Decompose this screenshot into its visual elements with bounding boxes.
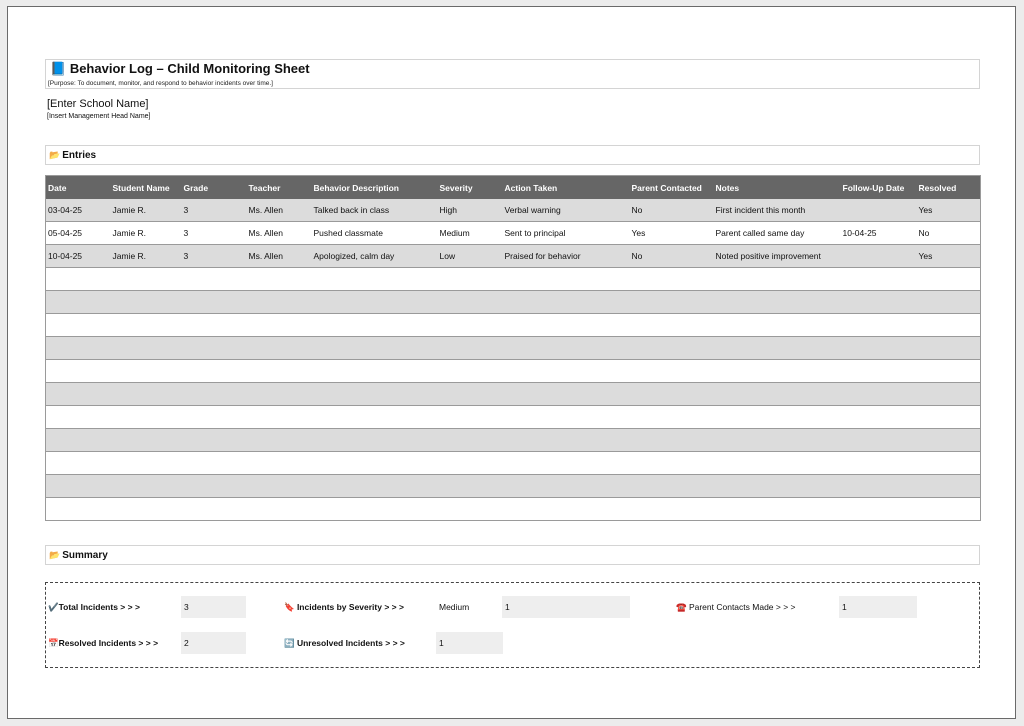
table-cell[interactable] [714, 475, 841, 498]
table-cell[interactable] [714, 429, 841, 452]
table-cell[interactable]: Yes [630, 222, 714, 245]
table-cell[interactable] [438, 475, 503, 498]
table-cell[interactable]: Low [438, 245, 503, 268]
table-cell[interactable] [917, 429, 981, 452]
column-header: Student Name [111, 176, 182, 200]
entries-section-header [45, 145, 980, 165]
table-cell[interactable] [630, 268, 714, 291]
table-cell[interactable]: Pushed classmate [312, 222, 438, 245]
empty-table-row [46, 475, 981, 498]
folder-icon: 📂 [49, 150, 61, 160]
table-cell[interactable] [46, 475, 111, 498]
table-cell[interactable] [841, 268, 917, 291]
resolved-incidents-label: 📅Resolved Incidents > > > [48, 638, 159, 648]
table-cell[interactable] [917, 498, 981, 521]
table-cell[interactable]: Ms. Allen [247, 199, 312, 222]
table-cell[interactable] [46, 406, 111, 429]
table-cell[interactable] [630, 360, 714, 383]
table-cell[interactable] [247, 337, 312, 360]
table-cell[interactable] [182, 498, 247, 521]
column-header: Resolved [917, 176, 981, 200]
column-header: Follow-Up Date [841, 176, 917, 200]
table-cell[interactable] [714, 498, 841, 521]
table-cell[interactable] [841, 498, 917, 521]
table-cell[interactable] [111, 314, 182, 337]
empty-table-row [46, 429, 981, 452]
column-header: Parent Contacted [630, 176, 714, 200]
table-cell[interactable]: 10-04-25 [46, 245, 111, 268]
empty-table-row [46, 452, 981, 475]
table-cell[interactable] [714, 360, 841, 383]
empty-table-row [46, 291, 981, 314]
table-cell[interactable] [111, 360, 182, 383]
table-cell[interactable] [247, 383, 312, 406]
table-cell[interactable] [714, 383, 841, 406]
table-cell[interactable] [312, 268, 438, 291]
table-cell[interactable] [312, 475, 438, 498]
column-header: Teacher [247, 176, 312, 200]
table-cell[interactable]: Verbal warning [503, 199, 630, 222]
empty-table-row [46, 314, 981, 337]
table-cell[interactable] [438, 383, 503, 406]
book-icon: 📘 [50, 61, 67, 76]
table-cell[interactable]: Noted positive improvement [714, 245, 841, 268]
behavior-log-table [45, 175, 981, 521]
summary-box [45, 582, 980, 668]
table-cell[interactable] [503, 291, 630, 314]
table-cell[interactable] [312, 429, 438, 452]
table-cell[interactable]: First incident this month [714, 199, 841, 222]
table-cell[interactable] [503, 406, 630, 429]
table-cell[interactable] [312, 452, 438, 475]
table-cell[interactable] [46, 383, 111, 406]
table-cell[interactable] [841, 452, 917, 475]
table-cell[interactable]: Ms. Allen [247, 245, 312, 268]
empty-table-row [46, 360, 981, 383]
table-cell[interactable] [841, 429, 917, 452]
table-cell[interactable] [841, 475, 917, 498]
worksheet-page [7, 6, 1016, 719]
table-cell[interactable] [503, 268, 630, 291]
table-cell[interactable] [111, 268, 182, 291]
table-cell[interactable] [714, 406, 841, 429]
table-cell[interactable] [247, 406, 312, 429]
table-cell[interactable] [312, 360, 438, 383]
parent-contacts-value[interactable]: 1 [839, 596, 917, 618]
table-cell[interactable] [182, 314, 247, 337]
table-cell[interactable] [438, 429, 503, 452]
table-cell[interactable]: Ms. Allen [247, 222, 312, 245]
table-cell[interactable] [247, 291, 312, 314]
table-header-row [46, 176, 981, 200]
management-head-field[interactable]: [Insert Management Head Name] [47, 113, 151, 120]
title-box [45, 59, 980, 89]
table-cell[interactable] [841, 199, 917, 222]
empty-table-row [46, 498, 981, 521]
table-cell[interactable] [841, 337, 917, 360]
table-cell[interactable]: 10-04-25 [841, 222, 917, 245]
incidents-by-severity-label: 🔖 Incidents by Severity > > > [284, 602, 404, 612]
table-cell[interactable]: 3 [182, 222, 247, 245]
table-cell[interactable] [182, 383, 247, 406]
empty-table-row [46, 337, 981, 360]
table-cell[interactable] [714, 291, 841, 314]
table-cell[interactable] [917, 475, 981, 498]
table-cell[interactable] [182, 452, 247, 475]
table-cell[interactable] [46, 360, 111, 383]
column-header: Date [46, 176, 111, 200]
table-cell[interactable]: Parent called same day [714, 222, 841, 245]
table-cell[interactable] [438, 291, 503, 314]
table-cell[interactable] [247, 452, 312, 475]
table-cell[interactable]: Praised for behavior [503, 245, 630, 268]
table-cell[interactable]: Jamie R. [111, 199, 182, 222]
unresolved-incidents-label: 🔄 Unresolved Incidents > > > [284, 638, 405, 648]
table-cell[interactable] [46, 429, 111, 452]
table-cell[interactable] [917, 406, 981, 429]
empty-table-row [46, 406, 981, 429]
table-cell[interactable] [714, 452, 841, 475]
table-cell[interactable] [917, 291, 981, 314]
empty-table-row [46, 383, 981, 406]
table-cell[interactable] [111, 383, 182, 406]
column-header: Behavior Description [312, 176, 438, 200]
table-cell[interactable] [841, 406, 917, 429]
table-cell[interactable] [247, 360, 312, 383]
table-cell[interactable] [312, 406, 438, 429]
table-row [46, 245, 981, 268]
table-cell[interactable] [247, 268, 312, 291]
table-cell[interactable] [111, 475, 182, 498]
table-cell[interactable] [312, 314, 438, 337]
table-cell[interactable] [438, 498, 503, 521]
sheet-title [50, 61, 310, 77]
purpose-text: [Purpose: To document, monitor, and respond to behavior incidents over time.] [48, 80, 273, 87]
table-cell[interactable] [247, 429, 312, 452]
severity-count-value[interactable]: 1 [502, 596, 630, 618]
table-cell[interactable] [312, 383, 438, 406]
table-cell[interactable] [503, 452, 630, 475]
table-cell[interactable] [46, 314, 111, 337]
unresolved-incidents-value[interactable]: 1 [436, 632, 503, 654]
table-cell[interactable] [630, 383, 714, 406]
table-cell[interactable] [917, 360, 981, 383]
table-cell[interactable] [438, 268, 503, 291]
table-cell[interactable] [312, 498, 438, 521]
table-cell[interactable] [917, 337, 981, 360]
table-body [46, 199, 981, 521]
table-cell[interactable] [917, 314, 981, 337]
school-name-field[interactable]: [Enter School Name] [47, 98, 149, 110]
table-cell[interactable] [438, 314, 503, 337]
table-cell[interactable] [630, 498, 714, 521]
folder-icon: 📂 [49, 550, 61, 560]
table-cell[interactable] [841, 291, 917, 314]
table-cell[interactable] [182, 475, 247, 498]
total-incidents-label: ✔️Total Incidents > > > [48, 602, 140, 612]
table-cell[interactable] [917, 452, 981, 475]
table-cell[interactable] [438, 337, 503, 360]
table-cell[interactable] [46, 498, 111, 521]
table-cell[interactable]: 3 [182, 199, 247, 222]
table-cell[interactable] [182, 337, 247, 360]
table-cell[interactable] [841, 383, 917, 406]
table-cell[interactable] [841, 314, 917, 337]
table-cell[interactable] [503, 337, 630, 360]
table-cell[interactable]: No [917, 222, 981, 245]
table-cell[interactable] [182, 268, 247, 291]
table-cell[interactable] [630, 429, 714, 452]
summary-section-header [45, 545, 980, 565]
table-cell[interactable]: Medium [438, 222, 503, 245]
total-incidents-value[interactable]: 3 [181, 596, 246, 618]
table-cell[interactable]: 03-04-25 [46, 199, 111, 222]
table-cell[interactable]: Jamie R. [111, 222, 182, 245]
table-cell[interactable] [247, 314, 312, 337]
table-cell[interactable] [714, 268, 841, 291]
column-header: Grade [182, 176, 247, 200]
table-cell[interactable]: 3 [182, 245, 247, 268]
table-cell[interactable] [247, 475, 312, 498]
table-cell[interactable] [182, 360, 247, 383]
table-cell[interactable] [630, 314, 714, 337]
table-cell[interactable] [841, 360, 917, 383]
table-cell[interactable] [111, 452, 182, 475]
table-cell[interactable]: High [438, 199, 503, 222]
table-cell[interactable] [630, 406, 714, 429]
table-cell[interactable] [841, 245, 917, 268]
table-row [46, 222, 981, 245]
resolved-incidents-value[interactable]: 2 [181, 632, 246, 654]
table-cell[interactable]: No [630, 199, 714, 222]
table-row [46, 199, 981, 222]
table-cell[interactable] [917, 268, 981, 291]
table-cell[interactable] [438, 360, 503, 383]
table-cell[interactable] [438, 406, 503, 429]
table-cell[interactable]: 05-04-25 [46, 222, 111, 245]
table-cell[interactable]: Yes [917, 245, 981, 268]
table-cell[interactable] [503, 429, 630, 452]
table-cell[interactable] [630, 452, 714, 475]
table-cell[interactable]: Apologized, calm day [312, 245, 438, 268]
table-cell[interactable] [630, 291, 714, 314]
table-cell[interactable] [111, 337, 182, 360]
table-cell[interactable] [714, 337, 841, 360]
table-cell[interactable] [630, 337, 714, 360]
table-cell[interactable] [111, 291, 182, 314]
table-cell[interactable] [503, 360, 630, 383]
table-cell[interactable]: Talked back in class [312, 199, 438, 222]
table-cell[interactable]: Sent to principal [503, 222, 630, 245]
table-cell[interactable] [438, 452, 503, 475]
severity-level: Medium [439, 602, 470, 612]
table-cell[interactable] [630, 475, 714, 498]
table-cell[interactable] [182, 429, 247, 452]
table-cell[interactable] [312, 337, 438, 360]
summary-label: Summary [62, 550, 108, 561]
sheet-title-text: Behavior Log – Child Monitoring Sheet [69, 61, 310, 76]
column-header: Action Taken [503, 176, 630, 200]
table-cell[interactable] [917, 383, 981, 406]
table-cell[interactable] [503, 383, 630, 406]
entries-label: Entries [62, 150, 97, 161]
parent-contacts-label: ☎️ Parent Contacts Made > > > [676, 602, 796, 612]
table-cell[interactable]: Jamie R. [111, 245, 182, 268]
column-header: Notes [714, 176, 841, 200]
table-cell[interactable] [503, 475, 630, 498]
table-cell[interactable] [111, 406, 182, 429]
table-cell[interactable] [111, 498, 182, 521]
table-cell[interactable] [46, 452, 111, 475]
table-cell[interactable] [111, 429, 182, 452]
table-cell[interactable] [503, 314, 630, 337]
table-cell[interactable] [46, 337, 111, 360]
table-cell[interactable] [714, 314, 841, 337]
table-cell[interactable] [312, 291, 438, 314]
table-cell[interactable] [182, 291, 247, 314]
table-cell[interactable] [503, 498, 630, 521]
empty-table-row [46, 268, 981, 291]
table-cell[interactable]: Yes [917, 199, 981, 222]
table-cell[interactable] [46, 268, 111, 291]
table-cell[interactable] [182, 406, 247, 429]
table-cell[interactable] [247, 498, 312, 521]
table-cell[interactable] [46, 291, 111, 314]
column-header: Severity [438, 176, 503, 200]
table-cell[interactable]: No [630, 245, 714, 268]
